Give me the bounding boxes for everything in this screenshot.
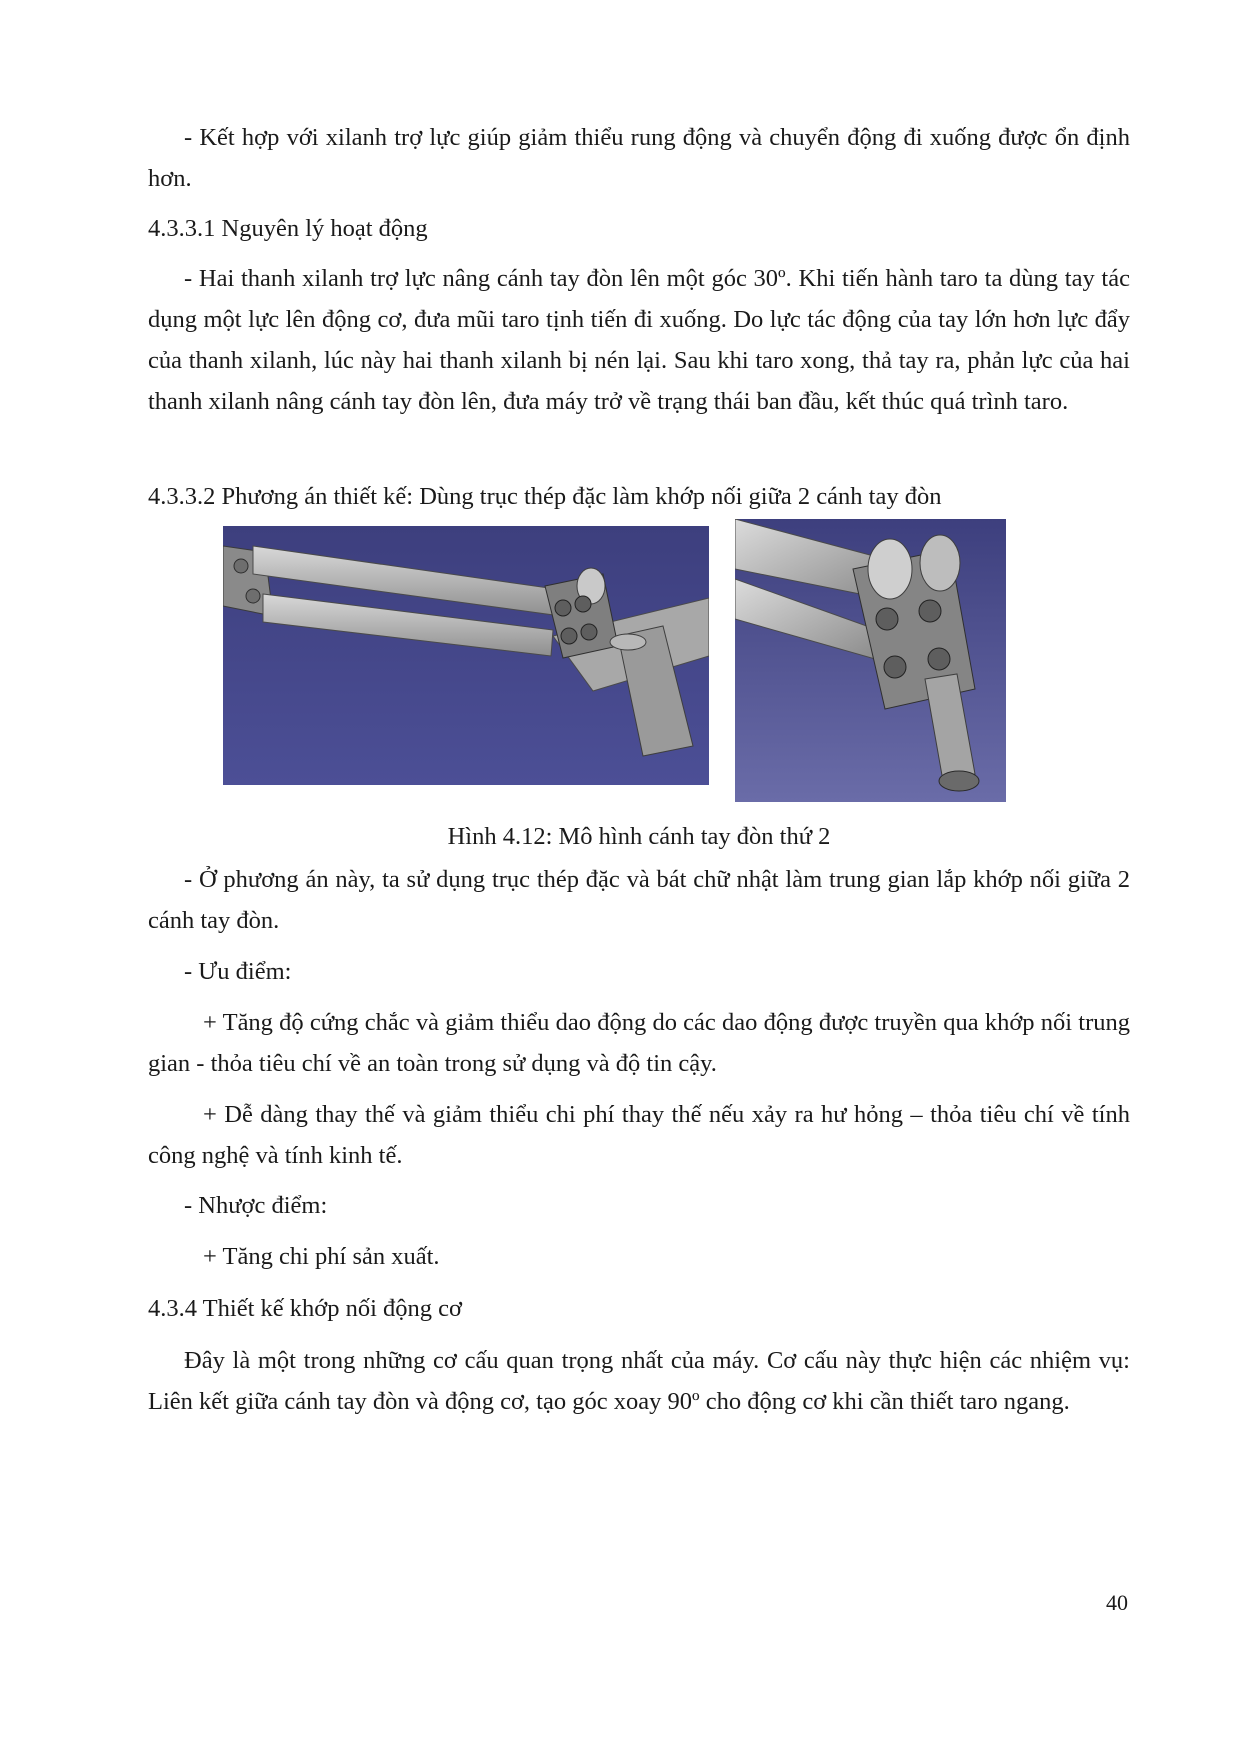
disadvantages-label: - Nhược điểm: [184, 1192, 328, 1219]
paragraph-design-description: - Ở phương án này, ta sử dụng trục thép đặc và bát chữ nhật làm trung gian lắp khớp nối giữa 2 cánh tay đòn. [148, 866, 1130, 934]
advantage-item-1: + Tăng độ cứng chắc và giảm thiểu dao động do các dao động được truyền qua khớp nối trung gian - thỏa tiêu chí về an toàn trong sử dụng và độ tin cậy. [148, 1009, 1130, 1077]
figure-caption: Hình 4.12: Mô hình cánh tay đòn thứ 2 [447, 823, 831, 850]
paragraph-motor-coupling: Đây là một trong những cơ cấu quan trọng nhất của máy. Cơ cấu này thực hiện các nhiệm vụ: Liên kết giữa cánh tay đòn và động cơ, tạo góc xoay 90º cho động cơ khi cần thiết taro ngang. [148, 1347, 1130, 1415]
paragraph-damping: - Kết hợp với xilanh trợ lực giúp giảm thiểu rung động và chuyển động đi xuống được ổn định hơn. [148, 124, 1130, 192]
paragraph-operating-principle: - Hai thanh xilanh trợ lực nâng cánh tay đòn lên một góc 30º. Khi tiến hành taro ta dùng tay tác dụng một lực lên động cơ, đưa mũi taro tịnh tiến đi xuống. Do lực tác động của tay lớn hơn lực đẩy của thanh xilanh, lúc này hai thanh xilanh bị nén lại. Sau khi taro xong, thả tay ra, phản lực của hai thanh xilanh nâng cánh tay đòn lên, đưa máy trở về trạng thái ban đầu, kết thúc quá trình taro. [148, 265, 1130, 415]
page-number: 40 [1106, 1590, 1128, 1615]
advantages-label: - Ưu điểm: [184, 958, 292, 985]
heading-design-option: 4.3.3.2 Phương án thiết kế: Dùng trục thép đặc làm khớp nối giữa 2 cánh tay đòn [148, 483, 942, 510]
heading-motor-coupling: 4.3.4 Thiết kế khớp nối động cơ [148, 1295, 462, 1322]
cad-render-right [735, 519, 1006, 802]
cad-render-left [223, 526, 709, 785]
heading-operating-principle: 4.3.3.1 Nguyên lý hoạt động [148, 215, 428, 242]
disadvantage-item-1: + Tăng chi phí sản xuất. [203, 1243, 440, 1270]
figure-arm-model-left [223, 526, 709, 785]
figure-arm-model-right [735, 519, 1006, 802]
advantage-item-2: + Dễ dàng thay thế và giảm thiểu chi phí thay thế nếu xảy ra hư hỏng – thỏa tiêu chí về tính công nghệ và tính kinh tế. [148, 1101, 1130, 1169]
